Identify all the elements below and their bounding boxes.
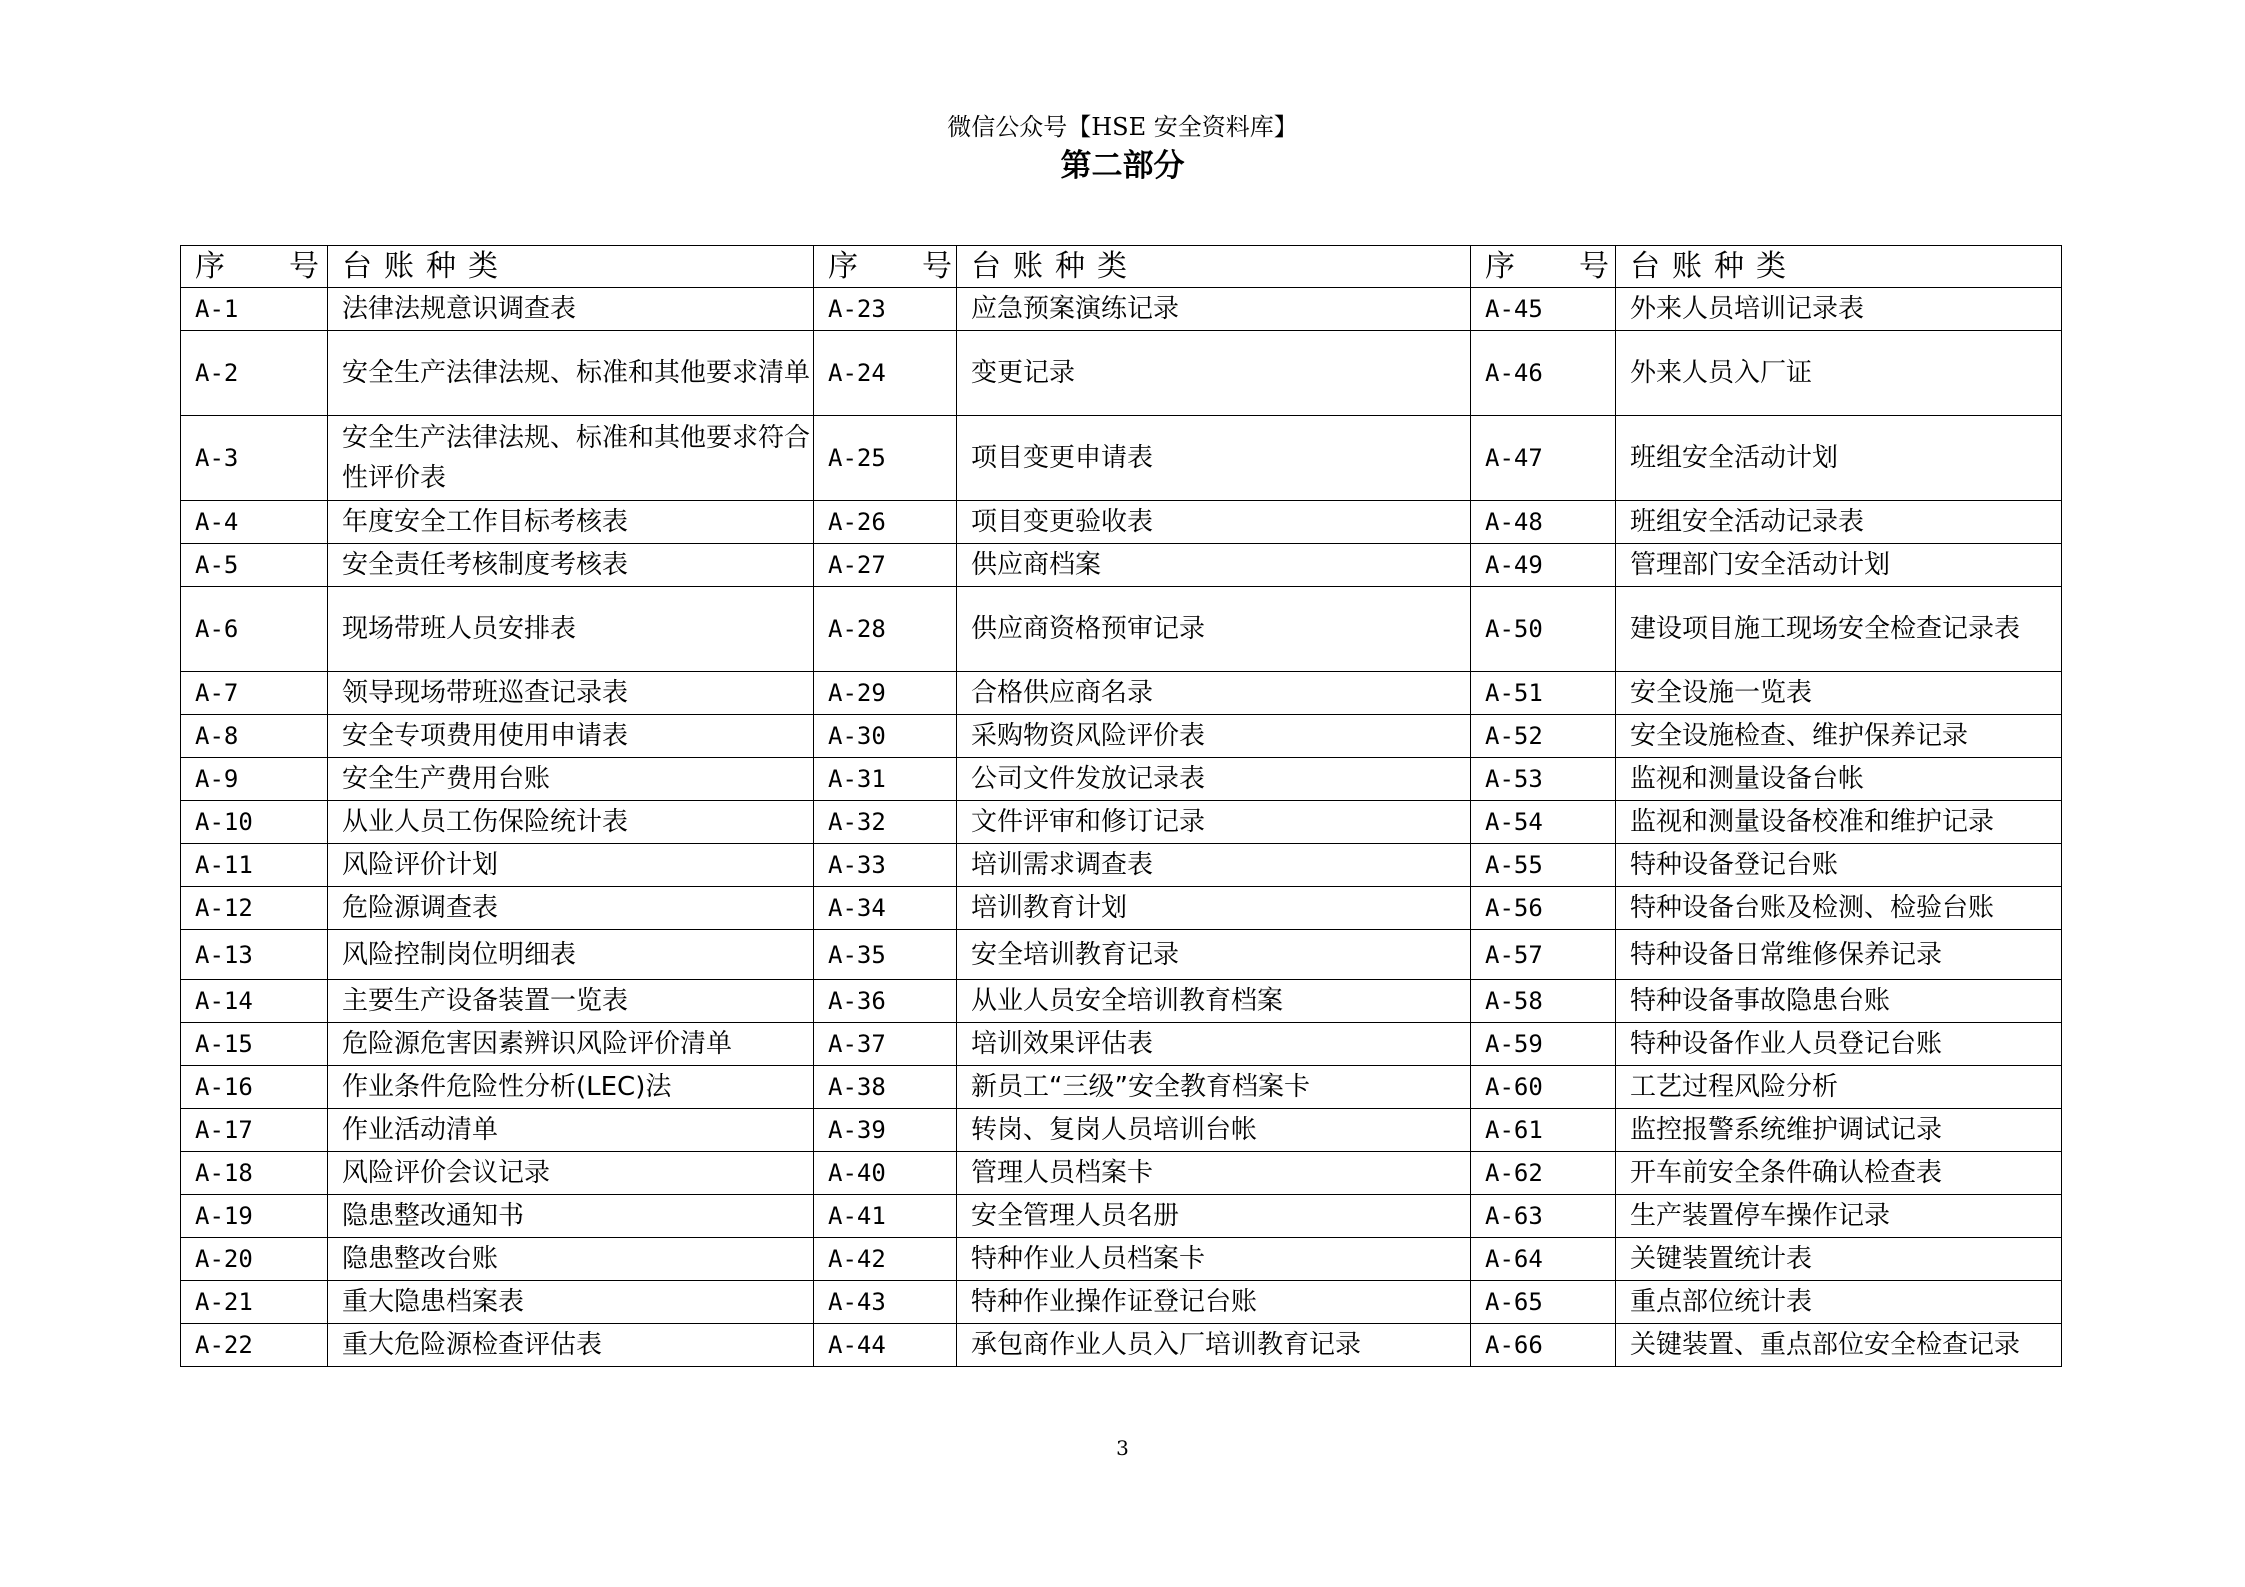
ledger-code: A-16 — [181, 1066, 328, 1109]
table-row — [181, 1238, 2062, 1281]
ledger-name: 特种作业人员档案卡 — [957, 1238, 1471, 1281]
ledger-name: 从业人员安全培训教育档案 — [957, 980, 1471, 1023]
ledger-code: A-5 — [181, 544, 328, 587]
table-row — [181, 887, 2062, 930]
ledger-name: 关键装置统计表 — [1616, 1238, 2062, 1281]
table-row — [181, 1109, 2062, 1152]
ledger-name: 安全生产法律法规、标准和其他要求清单 — [328, 331, 814, 416]
ledger-name: 管理部门安全活动计划 — [1616, 544, 2062, 587]
column-header-type: 台账种类 — [328, 246, 814, 288]
ledger-name: 监控报警系统维护调试记录 — [1616, 1109, 2062, 1152]
ledger-name: 采购物资风险评价表 — [957, 715, 1471, 758]
ledger-code: A-29 — [814, 672, 957, 715]
ledger-code: A-2 — [181, 331, 328, 416]
table-row — [181, 715, 2062, 758]
ledger-code: A-22 — [181, 1324, 328, 1367]
ledger-name: 班组安全活动记录表 — [1616, 501, 2062, 544]
ledger-name: 文件评审和修订记录 — [957, 801, 1471, 844]
ledger-code: A-8 — [181, 715, 328, 758]
ledger-code: A-10 — [181, 801, 328, 844]
ledger-code: A-26 — [814, 501, 957, 544]
ledger-name: 开车前安全条件确认检查表 — [1616, 1152, 2062, 1195]
ledger-code: A-33 — [814, 844, 957, 887]
column-header-seq: 序 号 — [814, 246, 957, 288]
column-header-type: 台账种类 — [957, 246, 1471, 288]
ledger-name: 转岗、复岗人员培训台帐 — [957, 1109, 1471, 1152]
ledger-code: A-6 — [181, 587, 328, 672]
ledger-code: A-15 — [181, 1023, 328, 1066]
ledger-code: A-4 — [181, 501, 328, 544]
ledger-code: A-52 — [1471, 715, 1616, 758]
table-row — [181, 501, 2062, 544]
ledger-name: 项目变更申请表 — [957, 416, 1471, 501]
ledger-name: 变更记录 — [957, 331, 1471, 416]
ledger-name: 安全生产法律法规、标准和其他要求符合性评价表 — [328, 416, 814, 501]
ledger-code: A-20 — [181, 1238, 328, 1281]
ledger-code: A-1 — [181, 288, 328, 331]
table-row — [181, 416, 2062, 501]
table-row — [181, 1066, 2062, 1109]
ledger-name: 特种设备台账及检测、检验台账 — [1616, 887, 2062, 930]
ledger-code: A-17 — [181, 1109, 328, 1152]
ledger-name: 特种设备登记台账 — [1616, 844, 2062, 887]
ledger-code: A-48 — [1471, 501, 1616, 544]
ledger-name: 外来人员入厂证 — [1616, 331, 2062, 416]
ledger-name: 特种作业操作证登记台账 — [957, 1281, 1471, 1324]
ledger-name: 供应商资格预审记录 — [957, 587, 1471, 672]
table-row — [181, 844, 2062, 887]
table-row — [181, 980, 2062, 1023]
ledger-name: 公司文件发放记录表 — [957, 758, 1471, 801]
ledger-code: A-13 — [181, 930, 328, 980]
ledger-name: 项目变更验收表 — [957, 501, 1471, 544]
ledger-name: 合格供应商名录 — [957, 672, 1471, 715]
page-header: 微信公众号【HSE 安全资料库】 — [947, 113, 1298, 141]
ledger-code: A-46 — [1471, 331, 1616, 416]
ledger-name: 安全培训教育记录 — [957, 930, 1471, 980]
table-row — [181, 1152, 2062, 1195]
ledger-name: 应急预案演练记录 — [957, 288, 1471, 331]
ledger-code: A-63 — [1471, 1195, 1616, 1238]
table-row — [181, 1195, 2062, 1238]
ledger-name: 风险控制岗位明细表 — [328, 930, 814, 980]
ledger-name: 重点部位统计表 — [1616, 1281, 2062, 1324]
ledger-name: 领导现场带班巡查记录表 — [328, 672, 814, 715]
ledger-code: A-36 — [814, 980, 957, 1023]
ledger-code: A-54 — [1471, 801, 1616, 844]
ledger-code: A-53 — [1471, 758, 1616, 801]
ledger-code: A-37 — [814, 1023, 957, 1066]
ledger-code: A-34 — [814, 887, 957, 930]
ledger-name: 特种设备日常维修保养记录 — [1616, 930, 2062, 980]
ledger-name: 新员工“三级”安全教育档案卡 — [957, 1066, 1471, 1109]
table-row — [181, 288, 2062, 331]
ledger-code: A-7 — [181, 672, 328, 715]
ledger-name: 危险源危害因素辨识风险评价清单 — [328, 1023, 814, 1066]
ledger-code: A-62 — [1471, 1152, 1616, 1195]
ledger-code: A-56 — [1471, 887, 1616, 930]
ledger-code: A-60 — [1471, 1066, 1616, 1109]
ledger-name: 生产装置停车操作记录 — [1616, 1195, 2062, 1238]
ledger-code: A-21 — [181, 1281, 328, 1324]
ledger-name: 风险评价计划 — [328, 844, 814, 887]
ledger-code: A-65 — [1471, 1281, 1616, 1324]
ledger-name: 安全管理人员名册 — [957, 1195, 1471, 1238]
ledger-name: 安全责任考核制度考核表 — [328, 544, 814, 587]
table-row — [181, 1324, 2062, 1367]
ledger-name: 从业人员工伤保险统计表 — [328, 801, 814, 844]
ledger-code: A-40 — [814, 1152, 957, 1195]
table-row — [181, 1281, 2062, 1324]
table-row — [181, 1023, 2062, 1066]
ledger-name: 承包商作业人员入厂培训教育记录 — [957, 1324, 1471, 1367]
ledger-code: A-30 — [814, 715, 957, 758]
table-row — [181, 801, 2062, 844]
ledger-code: A-57 — [1471, 930, 1616, 980]
ledger-body — [181, 288, 2062, 1367]
ledger-name: 工艺过程风险分析 — [1616, 1066, 2062, 1109]
ledger-name: 隐患整改通知书 — [328, 1195, 814, 1238]
ledger-code: A-44 — [814, 1324, 957, 1367]
column-header-seq: 序 号 — [181, 246, 328, 288]
ledger-code: A-24 — [814, 331, 957, 416]
ledger-name: 建设项目施工现场安全检查记录表 — [1616, 587, 2062, 672]
ledger-code: A-43 — [814, 1281, 957, 1324]
ledger-name: 现场带班人员安排表 — [328, 587, 814, 672]
ledger-name: 培训需求调查表 — [957, 844, 1471, 887]
ledger-name: 安全设施检查、维护保养记录 — [1616, 715, 2062, 758]
ledger-code: A-51 — [1471, 672, 1616, 715]
ledger-code: A-39 — [814, 1109, 957, 1152]
ledger-name: 班组安全活动计划 — [1616, 416, 2062, 501]
ledger-name: 主要生产设备装置一览表 — [328, 980, 814, 1023]
ledger-code: A-18 — [181, 1152, 328, 1195]
ledger-name: 作业活动清单 — [328, 1109, 814, 1152]
ledger-name: 安全设施一览表 — [1616, 672, 2062, 715]
ledger-code: A-25 — [814, 416, 957, 501]
table-header-row — [181, 246, 2062, 288]
ledger-code: A-42 — [814, 1238, 957, 1281]
ledger-name: 风险评价会议记录 — [328, 1152, 814, 1195]
ledger-code: A-64 — [1471, 1238, 1616, 1281]
ledger-code: A-19 — [181, 1195, 328, 1238]
ledger-name: 外来人员培训记录表 — [1616, 288, 2062, 331]
ledger-code: A-41 — [814, 1195, 957, 1238]
ledger-code: A-38 — [814, 1066, 957, 1109]
ledger-name: 关键装置、重点部位安全检查记录 — [1616, 1324, 2062, 1367]
ledger-code: A-32 — [814, 801, 957, 844]
ledger-code: A-28 — [814, 587, 957, 672]
ledger-code: A-66 — [1471, 1324, 1616, 1367]
ledger-name: 法律法规意识调查表 — [328, 288, 814, 331]
ledger-code: A-31 — [814, 758, 957, 801]
section-title: 第二部分 — [1060, 148, 1185, 184]
ledger-code: A-27 — [814, 544, 957, 587]
ledger-code: A-45 — [1471, 288, 1616, 331]
ledger-name: 监视和测量设备校准和维护记录 — [1616, 801, 2062, 844]
ledger-table — [180, 245, 2062, 1367]
ledger-name: 安全生产费用台账 — [328, 758, 814, 801]
column-header-seq: 序 号 — [1471, 246, 1616, 288]
ledger-name: 培训效果评估表 — [957, 1023, 1471, 1066]
ledger-code: A-55 — [1471, 844, 1616, 887]
ledger-name: 安全专项费用使用申请表 — [328, 715, 814, 758]
page-number: 3 — [1116, 1436, 1129, 1460]
ledger-code: A-11 — [181, 844, 328, 887]
table-row — [181, 331, 2062, 416]
ledger-name: 监视和测量设备台帐 — [1616, 758, 2062, 801]
ledger-name: 重大隐患档案表 — [328, 1281, 814, 1324]
ledger-name: 培训教育计划 — [957, 887, 1471, 930]
ledger-code: A-3 — [181, 416, 328, 501]
ledger-name: 特种设备事故隐患台账 — [1616, 980, 2062, 1023]
ledger-code: A-50 — [1471, 587, 1616, 672]
ledger-code: A-49 — [1471, 544, 1616, 587]
table-row — [181, 672, 2062, 715]
ledger-code: A-47 — [1471, 416, 1616, 501]
ledger-code: A-61 — [1471, 1109, 1616, 1152]
ledger-name: 隐患整改台账 — [328, 1238, 814, 1281]
ledger-name: 作业条件危险性分析(LEC)法 — [328, 1066, 814, 1109]
ledger-code: A-12 — [181, 887, 328, 930]
ledger-code: A-9 — [181, 758, 328, 801]
ledger-name: 年度安全工作目标考核表 — [328, 501, 814, 544]
ledger-code: A-14 — [181, 980, 328, 1023]
ledger-code: A-35 — [814, 930, 957, 980]
ledger-name: 供应商档案 — [957, 544, 1471, 587]
ledger-code: A-58 — [1471, 980, 1616, 1023]
ledger-name: 特种设备作业人员登记台账 — [1616, 1023, 2062, 1066]
ledger-name: 重大危险源检查评估表 — [328, 1324, 814, 1367]
ledger-name: 管理人员档案卡 — [957, 1152, 1471, 1195]
table-row — [181, 930, 2062, 980]
column-header-type: 台账种类 — [1616, 246, 2062, 288]
ledger-code: A-23 — [814, 288, 957, 331]
table-row — [181, 544, 2062, 587]
table-row — [181, 587, 2062, 672]
ledger-code: A-59 — [1471, 1023, 1616, 1066]
ledger-name: 危险源调查表 — [328, 887, 814, 930]
table-row — [181, 758, 2062, 801]
